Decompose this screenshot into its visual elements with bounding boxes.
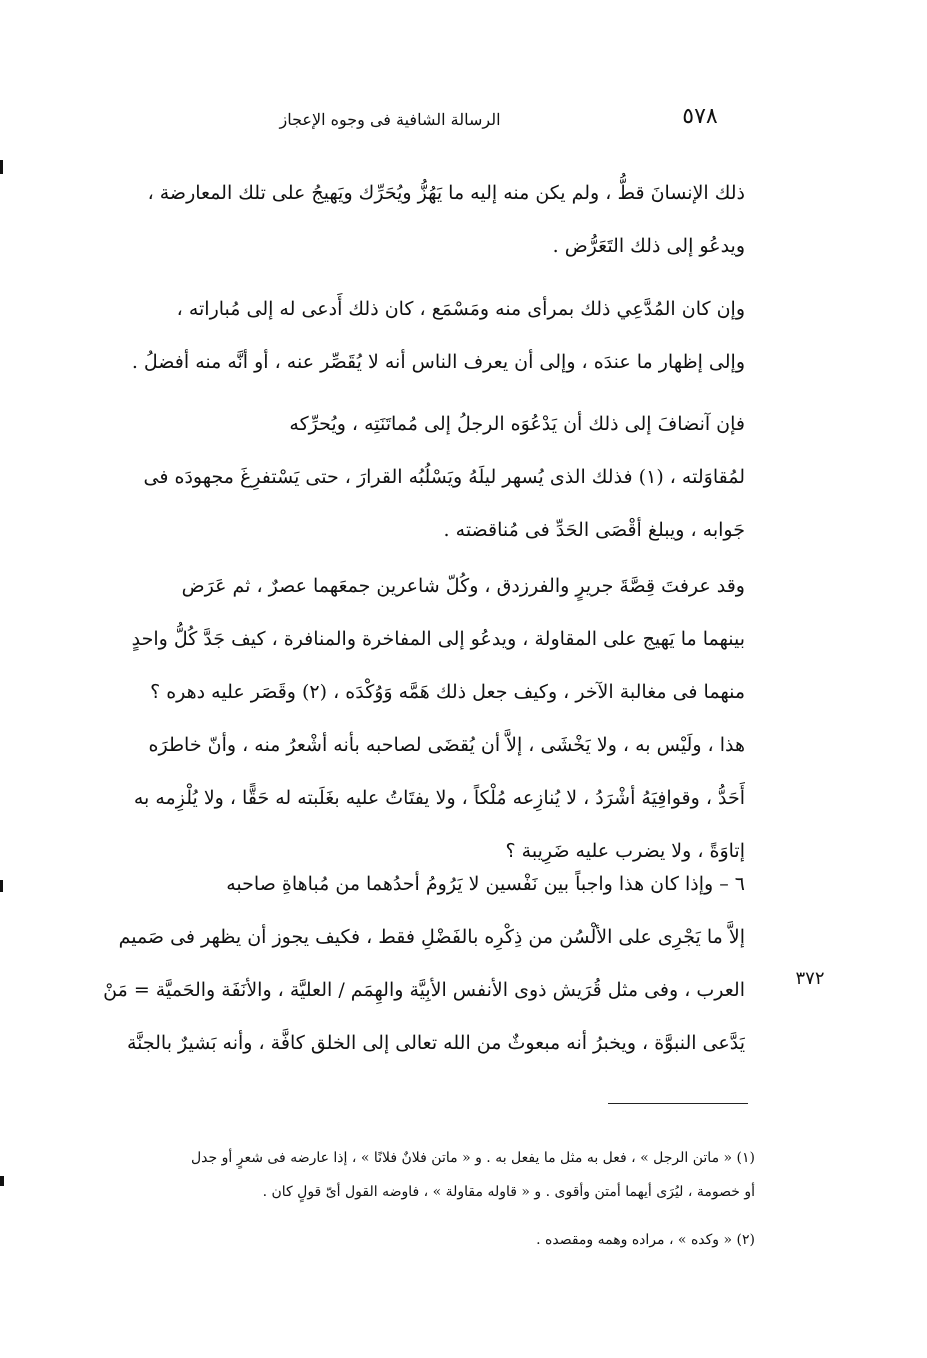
paragraph-1 [95,167,745,273]
edge-mark [0,160,3,174]
text-line: لمُقاوَلته ، (١) فذلك الذى يُسهر ليلَهُ ويَسْلُبُه القرارَ ، حتى يَسْتفرِغَ مجهودَه فى [143,466,745,488]
text-line: منهما فى مغالبة الآخر ، وكيف جعل ذلك هَمَّه وَوُكْدَه ، (٢) وقَصَر عليه دهره ؟ [150,681,745,703]
text-line: فإن آنضافَ إلى ذلك أن يَدْعُوَه الرجلُ إلى مُماتَنَتِه ، ويُحرِّكه [289,413,745,435]
running-title: الرسالة الشافية فى وجوه الإعجاز [279,110,501,129]
text-line: ويدعُو إلى ذلك التَعَرُّض . [552,235,745,257]
text-line: العرب ، وفى مثل قُرَيش ذوى الأنفس الأبِيَّة والهِمَم / العليَّة ، والأنَفَة والحَميَّة = مَنْ [103,979,745,1001]
text-line: إلاَّ ما يَجْرِى على الألْسُن من ذِكْرِه بالفَضْلِ فقط ، فكيف يجوز أن يظهر فى صَميم [118,926,745,948]
footnote-line: أو خصومة ، ليُرَى أيهما أمتن وأقوى . و « قاوله مقاولة » ، فاوضه القول أىّ قولٍ كان . [262,1184,755,1200]
edge-mark [0,880,3,892]
paragraph-4 [95,560,745,878]
text-line: وإلى إظهار ما عندَه ، وإلى أن يعرف الناس أنه لا يُقَصِّر عنه ، أو أنَّه منه أفضلُ . [131,351,745,373]
footnote-1 [95,1141,755,1209]
paragraph-2 [95,283,745,389]
footnote-line: (١) « ماتن الرجل » ، فعل به مثل ما يفعل به . و « ماتن فلانٌ فلانًا » ، إذا عارضه فى شعرٍ أو جدل [191,1150,755,1166]
text-line: وقد عرفتَ قِصَّةَ جريرٍ والفرزدق ، وكُلّ شاعرين جمعَهما عصرٌ ، ثم عَرَض [181,575,745,597]
text-line: وإن كان المُدَّعِي ذلك بمرأى منه ومَسْمَع ، كان ذلك أَدعى له إلى مُباراته ، [176,298,745,320]
footnote-line: (٢) « وكده » ، مراده وهمه ومقصده . [536,1232,755,1248]
footnote-2 [95,1223,755,1257]
paragraph-3 [95,398,745,557]
margin-page-reference: ٣٧٢ [795,968,825,989]
text-line: يَدَّعى النبوَّة ، ويخبرُ أنه مبعوثٌ من الله تعالى إلى الخلق كافَّة ، وأنه بَشيرٌ بالجنَّة [126,1032,745,1054]
edge-mark [0,1176,4,1186]
page-number: ٥٧٨ [682,104,718,129]
text-line: هذا ، ولَيْس به ، ولا يَخْشَى ، إلاَّ أن يُقضَى لصاحبه بأنه أشْعرُ منه ، وأنّ خاطرَه [148,734,745,756]
text-line: ٦ – وإذا كان هذا واجباً بين نَفْسين لا يَرُومُ أحدُهما من مُباهاةِ صاحبه [226,873,745,895]
text-line: جَوابه ، ويبلغ أقْصَى الحَدِّ فى مُناقضته . [443,519,745,541]
text-line: أَحَدُّ ، وقوافِيَهُ أشْرَدُ ، لا يُنازِعه مُلْكاً ، ولا يفتَاتُ عليه بغَلَبته له حَقًّا ، ولا يُلْزِمه به [133,787,745,809]
text-line: بينهما ما يَهيج على المقاولة ، ويدعُو إلى المفاخرة والمنافرة ، كيف جَدَّ كُلُّ واحدٍ [131,628,745,650]
footnote-divider [608,1103,748,1104]
text-line: إتاوَةً ، ولا يضرب عليه ضَرِيبة ؟ [505,840,745,862]
paragraph-5 [95,858,745,1070]
text-line: ذلك الإنسانَ قطُّ ، ولم يكن منه إليه ما يَهُزُّ ويُحَرِّك ويَهيجُ على تلك المعارضة ، [147,182,745,204]
